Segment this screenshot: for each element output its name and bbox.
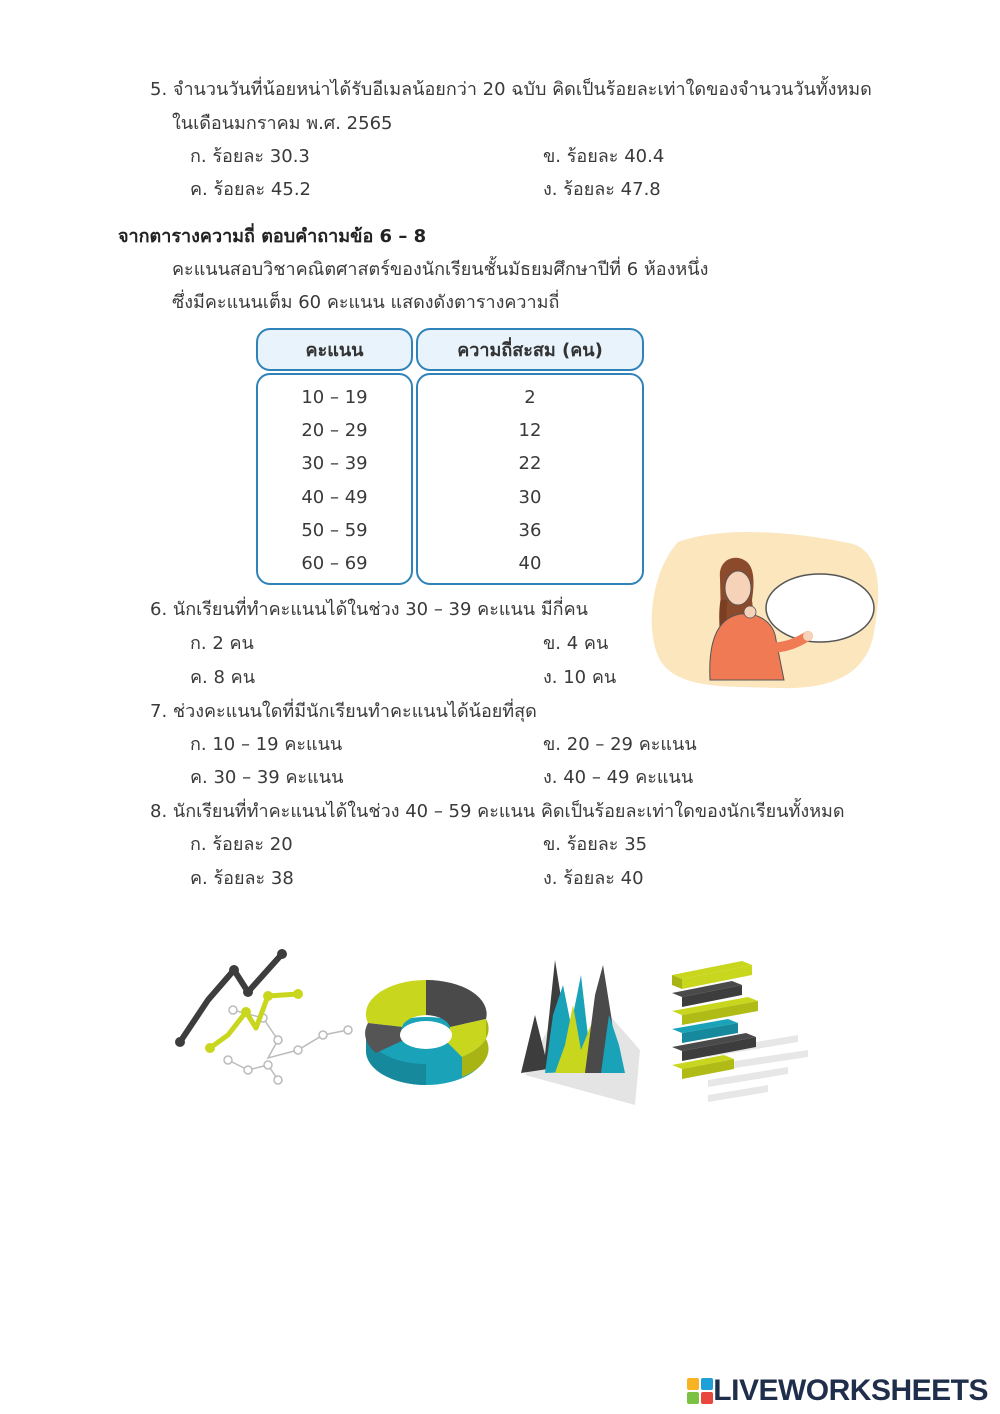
section-description-2: ซึ่งมีคะแนนเต็ม 60 คะแนน แสดงดังตารางความถี่: [172, 292, 560, 313]
q6-choice-d[interactable]: ง. 10 คน: [543, 667, 617, 688]
q8-choice-a[interactable]: ก. ร้อยละ 20: [190, 834, 293, 855]
q5-choice-a[interactable]: ก. ร้อยละ 30.3: [190, 146, 310, 167]
table-cell-frequency: 2: [524, 387, 536, 408]
q6-choice-c[interactable]: ค. 8 คน: [190, 667, 256, 688]
q7-question: 7. ช่วงคะแนนใดที่มีนักเรียนทำคะแนนได้น้อยที่สุด: [150, 701, 537, 722]
q6-question: 6. นักเรียนที่ทำคะแนนได้ในช่วง 30 – 39 คะแนน มีกี่คน: [150, 599, 588, 620]
table-header-frequency-label: ความถี่สะสม (คน): [457, 340, 603, 361]
q5-line1: 5. จำนวนวันที่น้อยหน่าได้รับอีเมลน้อยกว่า 20 ฉบับ คิดเป็นร้อยละเท่าใดของจำนวนวันทั้งหมด: [150, 79, 872, 100]
q5-line2: ในเดือนมกราคม พ.ศ. 2565: [172, 113, 393, 134]
section-description-1: คะแนนสอบวิชาคณิตศาสตร์ของนักเรียนชั้นมัธยมศึกษาปีที่ 6 ห้องหนึ่ง: [172, 259, 709, 280]
table-cell-frequency: 30: [518, 487, 542, 508]
table-header-score: [256, 328, 413, 371]
girl-speech-bubble-illustration: [648, 530, 880, 692]
q6-choice-a[interactable]: ก. 2 คน: [190, 633, 254, 654]
table-cell-frequency: 22: [518, 453, 542, 474]
table-cell-range: 20 – 29: [301, 420, 368, 441]
bar-chart-illustration: [668, 955, 813, 1105]
line-chart-illustration: [168, 940, 358, 1090]
q5-choice-c[interactable]: ค. ร้อยละ 45.2: [190, 179, 312, 200]
q7-choice-c[interactable]: ค. 30 – 39 คะแนน: [190, 767, 344, 788]
table-cell-range: 50 – 59: [301, 520, 368, 541]
q8-choice-c[interactable]: ค. ร้อยละ 38: [190, 868, 294, 889]
table-cell-frequency: 40: [518, 553, 542, 574]
table-cell-frequency: 36: [518, 520, 542, 541]
table-cell-range: 30 – 39: [301, 453, 368, 474]
table-header-cumulative-frequency: [416, 328, 644, 371]
table-cell-range: 40 – 49: [301, 487, 368, 508]
table-cell-range: 10 – 19: [301, 387, 368, 408]
table-cell-range: 60 – 69: [301, 553, 368, 574]
section-heading: จากตารางความถี่ ตอบคำถามข้อ 6 – 8: [118, 226, 427, 247]
q7-choice-b[interactable]: ข. 20 – 29 คะแนน: [543, 734, 697, 755]
q5-choice-b[interactable]: ข. ร้อยละ 40.4: [543, 146, 665, 167]
donut-chart-illustration: [362, 975, 492, 1093]
q8-question: 8. นักเรียนที่ทำคะแนนได้ในช่วง 40 – 59 คะแนน คิดเป็นร้อยละเท่าใดของนักเรียนทั้งหมด: [150, 801, 845, 822]
liveworksheets-logo-icon: [687, 1378, 713, 1404]
q7-choice-d[interactable]: ง. 40 – 49 คะแนน: [543, 767, 694, 788]
q6-choice-b[interactable]: ข. 4 คน: [543, 633, 609, 654]
q7-choice-a[interactable]: ก. 10 – 19 คะแนน: [190, 734, 343, 755]
table-header-score-label: คะแนน: [305, 340, 364, 361]
area-chart-illustration: [515, 955, 645, 1105]
liveworksheets-logo-text: LIVEWORKSHEETS: [713, 1374, 988, 1407]
table-cell-frequency: 12: [518, 420, 542, 441]
q8-choice-b[interactable]: ข. ร้อยละ 35: [543, 834, 648, 855]
liveworksheets-logo: [687, 1374, 988, 1408]
q8-choice-d[interactable]: ง. ร้อยละ 40: [543, 868, 644, 889]
q5-choice-d[interactable]: ง. ร้อยละ 47.8: [543, 179, 661, 200]
